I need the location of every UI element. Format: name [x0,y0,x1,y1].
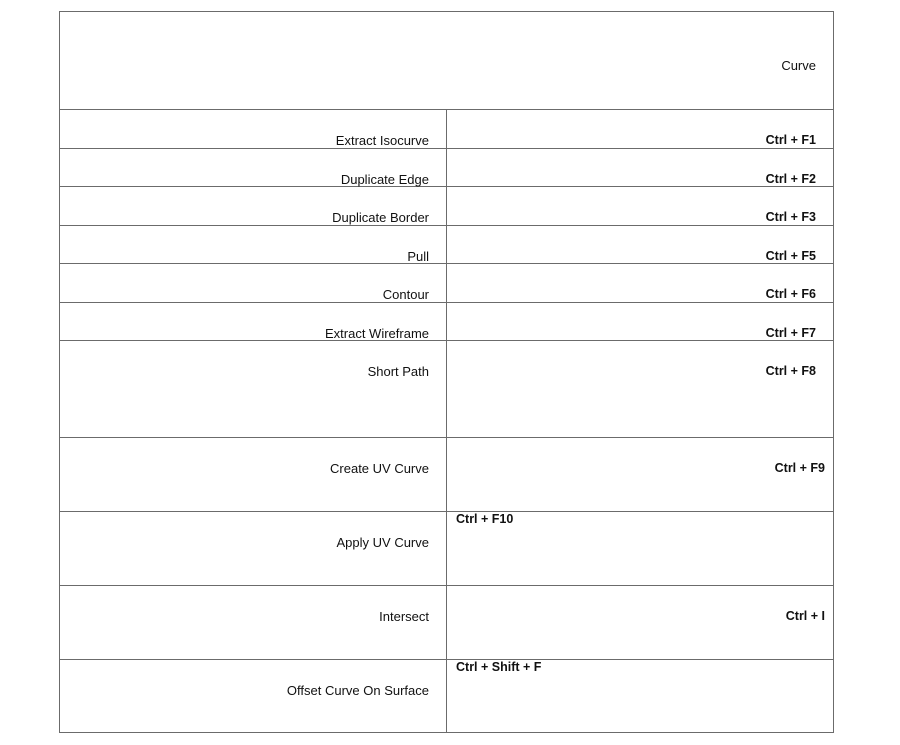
table-row [60,264,833,303]
command-name: Duplicate Edge [340,172,429,187]
shortcut-key: Ctrl + F1 [765,133,816,147]
command-cell [60,438,447,511]
table-row [60,187,833,226]
command-cell [60,303,447,340]
table-header [60,12,833,110]
header-title: Curve [781,58,816,73]
command-cell [60,187,447,225]
command-cell [60,341,447,437]
table-row [60,341,833,438]
command-cell [60,512,447,585]
shortcut-key: Ctrl + Shift + F [456,660,542,674]
command-cell [60,264,447,302]
command-name: Extract Wireframe [324,326,429,341]
shortcut-key: Ctrl + F8 [765,364,816,378]
table-row [60,226,833,264]
shortcut-key: Ctrl + F5 [765,249,816,263]
command-cell [60,660,447,732]
table-row [60,438,833,512]
table-row [60,586,833,660]
command-cell [60,110,447,148]
shortcut-key: Ctrl + F9 [774,461,825,475]
command-name: Intersect [379,609,429,624]
shortcut-key: Ctrl + I [785,609,825,623]
command-name: Contour [382,287,429,302]
shortcut-table [59,11,834,733]
shortcut-key: Ctrl + F6 [765,287,816,301]
table-row [60,149,833,187]
table-row [60,303,833,341]
command-name: Offset Curve On Surface [286,683,429,698]
command-cell [60,149,447,186]
shortcut-key: Ctrl + F3 [765,210,816,224]
command-name: Duplicate Border [332,210,429,225]
command-cell [60,226,447,263]
command-name: Create UV Curve [330,461,429,476]
table-row [60,512,833,586]
command-cell [60,586,447,659]
shortcut-key: Ctrl + F10 [456,512,514,526]
table-row [60,110,833,149]
command-name: Pull [407,249,429,264]
command-name: Extract Isocurve [335,133,429,148]
command-name: Apply UV Curve [336,535,429,550]
shortcut-key: Ctrl + F7 [765,326,816,340]
table-row [60,660,833,732]
shortcut-key: Ctrl + F2 [765,172,816,186]
command-name: Short Path [367,364,429,379]
